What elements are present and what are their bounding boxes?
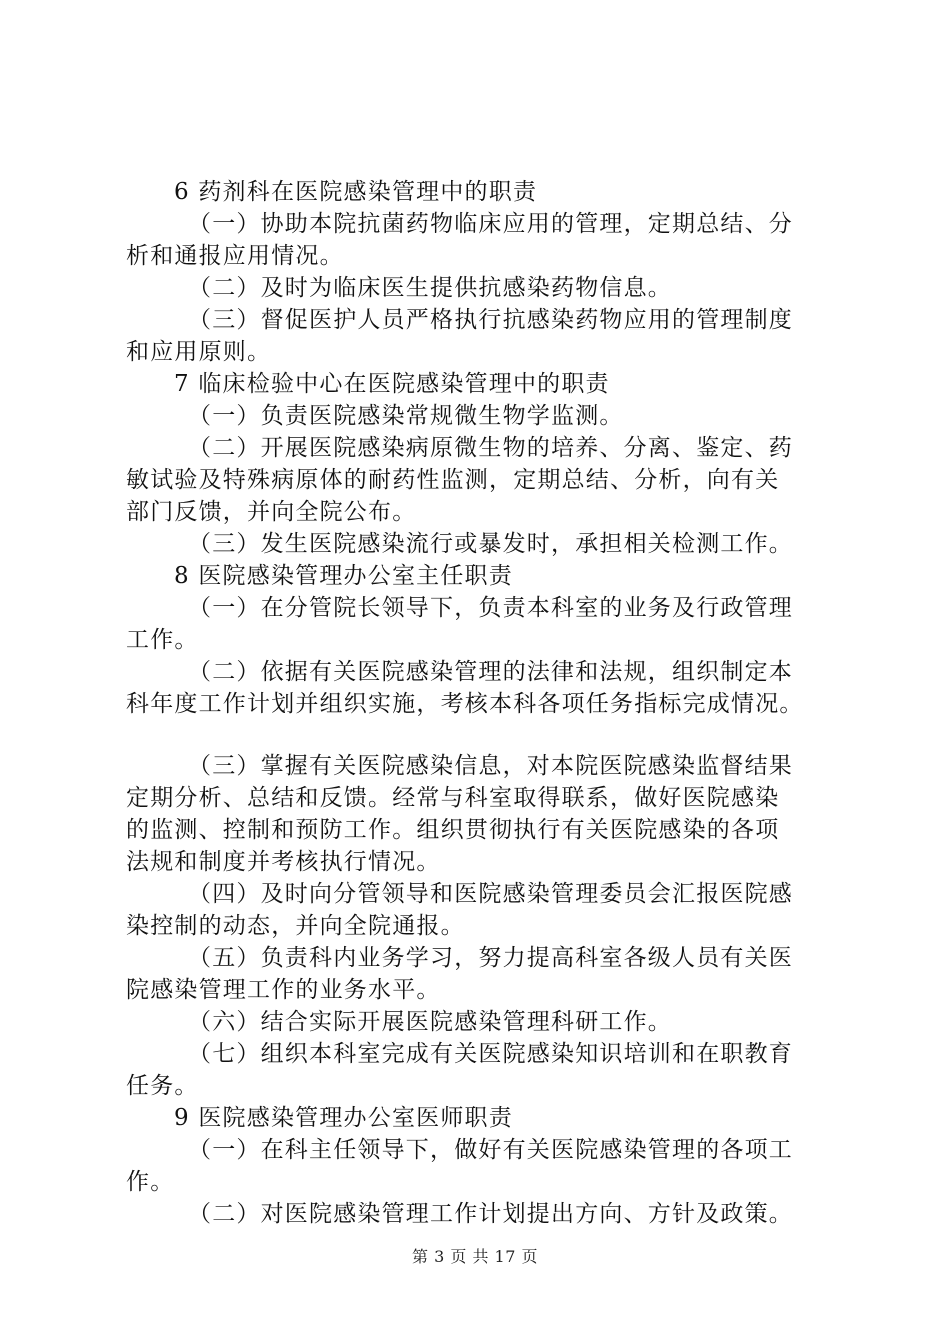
text-line: 工作。: [126, 627, 199, 653]
text-line: 部门反馈，并向全院公布。: [126, 499, 417, 525]
text-line: 任务。: [126, 1073, 199, 1099]
text-line: （五）负责科内业务学习，努力提高科室各级人员有关医: [188, 945, 793, 971]
text-line: （四）及时向分管领导和医院感染管理委员会汇报医院感: [188, 881, 793, 907]
text-line: （二）依据有关医院感染管理的法律和法规，组织制定本: [188, 659, 793, 685]
text-line: （三）掌握有关医院感染信息，对本院医院感染监督结果: [188, 753, 793, 779]
text-line: （二）开展医院感染病原微生物的培养、分离、鉴定、药: [188, 435, 793, 461]
section-heading: 9 医院感染管理办公室医师职责: [174, 1105, 513, 1131]
text-line: 敏试验及特殊病原体的耐药性监测，定期总结、分析，向有关: [126, 467, 780, 493]
text-line: （一）在科主任领导下，做好有关医院感染管理的各项工: [188, 1137, 793, 1163]
text-line: （一）协助本院抗菌药物临床应用的管理，定期总结、分: [188, 211, 793, 237]
text-line: （一）负责医院感染常规微生物学监测。: [188, 403, 624, 429]
text-line: （三）发生医院感染流行或暴发时，承担相关检测工作。: [188, 531, 793, 557]
text-line: 和应用原则。: [126, 339, 272, 365]
paragraph-gap: [126, 720, 840, 750]
section-heading: 7 临床检验中心在医院感染管理中的职责: [174, 371, 610, 397]
text-line: 定期分析、总结和反馈。经常与科室取得联系，做好医院感染: [126, 785, 780, 811]
section-heading: 6 药剂科在医院感染管理中的职责: [174, 179, 538, 205]
document-body: [126, 176, 840, 1230]
text-line: 染控制的动态，并向全院通报。: [126, 913, 465, 939]
text-line: （六）结合实际开展医院感染管理科研工作。: [188, 1009, 672, 1035]
text-line: 的监测、控制和预防工作。组织贯彻执行有关医院感染的各项: [126, 817, 780, 843]
page-footer: 第 3 页 共 17 页: [412, 1247, 538, 1266]
text-line: （三）督促医护人员严格执行抗感染药物应用的管理制度: [188, 307, 793, 333]
text-line: （二）及时为临床医生提供抗感染药物信息。: [188, 275, 672, 301]
text-line: 院感染管理工作的业务水平。: [126, 977, 441, 1003]
text-line: 析和通报应用情况。: [126, 243, 344, 269]
text-line: 法规和制度并考核执行情况。: [126, 849, 441, 875]
section-heading: 8 医院感染管理办公室主任职责: [174, 563, 513, 589]
text-line: （二）对医院感染管理工作计划提出方向、方针及政策。: [188, 1201, 793, 1227]
text-line: 作。: [126, 1169, 175, 1195]
text-line: 科年度工作计划并组织实施，考核本科各项任务指标完成情况。: [126, 691, 804, 717]
text-line: （一）在分管院长领导下，负责本科室的业务及行政管理: [188, 595, 793, 621]
text-line: （七）组织本科室完成有关医院感染知识培训和在职教育: [188, 1041, 793, 1067]
